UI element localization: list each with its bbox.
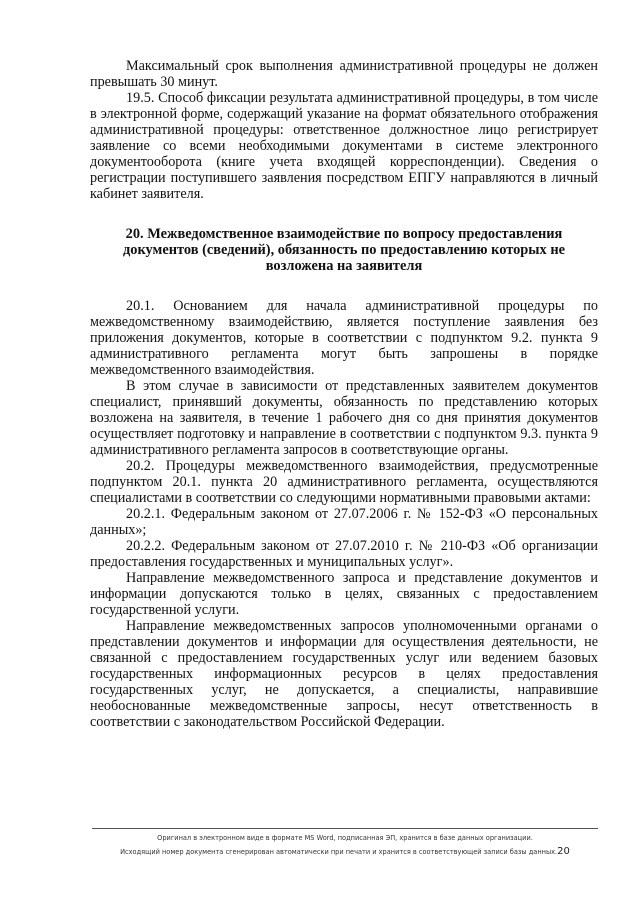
paragraph: В этом случае в зависимости от представленных заявителем документов специалист, принявший документы, обязанность по представлению которых возложена на заявителя, в течение 1 рабочего дня со дня принятия документов осуществляет подготовку и направление в соответствии с подпунктом 9.3. пункта 9 административного регламента запросов в соответствующие органы. bbox=[90, 378, 598, 458]
paragraph: 20.1. Основанием для начала административной процедуры по межведомственному взаимодействию, является поступление заявления без приложения документов, которые в соответствии с подпунктом 9.2. пункта 9 административного регламента могут быть запрошены в порядке межведомственного взаимодействия. bbox=[90, 298, 598, 378]
footer-note: Оригинал в электронном виде в формате MS Word, подписанная ЭП, хранится в базе данных организации. bbox=[157, 834, 533, 842]
paragraph: Направление межведомственных запросов уполномоченными органами о представлении документов и информации для осуществления деятельности, не связанной с предоставлением государственных услуг или ведением базовых государственных информационных ресурсов в целях предоставления государственных услуг, не допускается, а специалисты, направившие необоснованные межведомственные запросы, несут ответственность в соответствии с законодательством Российской Федерации. bbox=[90, 618, 598, 730]
page-number: 20 bbox=[557, 846, 570, 857]
footer-note-2 bbox=[92, 846, 598, 857]
document-body bbox=[90, 58, 598, 730]
paragraph: 20.2. Процедуры межведомственного взаимодействия, предусмотренные подпунктом 20.1. пункта 20 административного регламента, осуществляются специалистами в соответствии со следующими нормативными правовыми актами: bbox=[90, 458, 598, 506]
paragraph: Максимальный срок выполнения административной процедуры не должен превышать 30 минут. bbox=[90, 58, 598, 90]
section-heading: 20. Межведомственное взаимодействие по вопросу предоставления документов (сведений), обязанность по предоставлению которых не возложена на заявителя bbox=[122, 226, 566, 274]
paragraph: Направление межведомственного запроса и представление документов и информации допускаются только в целях, связанных с предоставлением государственной услуги. bbox=[90, 570, 598, 618]
paragraph: 19.5. Способ фиксации результата административной процедуры, в том числе в электронной форме, содержащий указание на формат обязательного отображения административной процедуры: ответственное должностное лицо регистрирует заявление со всеми необходимыми документами в системе электронного документооборота (книге учета входящей корреспонденции). Сведения о регистрации поступившего заявления посредством ЕПГУ направляются в личный кабинет заявителя. bbox=[90, 90, 598, 202]
footer-note-text: Исходящий номер документа сгенерирован автоматически при печати и хранится в соответствующей записи базы данных. bbox=[120, 848, 558, 856]
paragraph: 20.2.2. Федеральным законом от 27.07.2010 г. № 210-ФЗ «Об организации предоставления государственных и муниципальных услуг». bbox=[90, 538, 598, 570]
paragraph: 20.2.1. Федеральным законом от 27.07.2006 г. № 152-ФЗ «О персональных данных»; bbox=[90, 506, 598, 538]
footer-divider bbox=[92, 828, 598, 829]
